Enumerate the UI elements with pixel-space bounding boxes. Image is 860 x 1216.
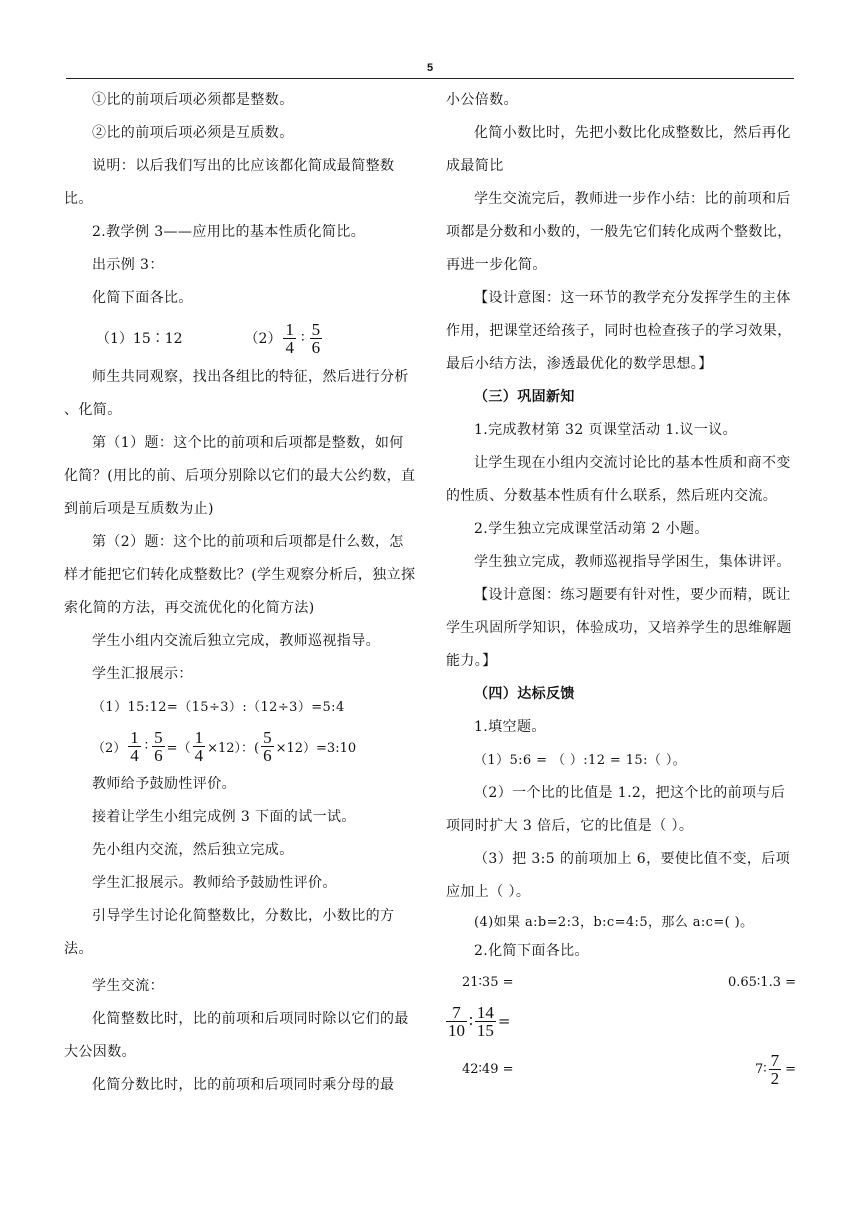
simplify-row-1	[446, 965, 796, 999]
paragraph: 1.完成教材第 32 页课堂活动 1.议一议。	[474, 422, 738, 438]
example-item-2-label: （2）	[244, 331, 282, 347]
question-4: (4)如果 a:b=2:3，b:c=4:5，那么 a:c=( )。	[474, 915, 754, 930]
paragraph: 学生交流：	[92, 978, 164, 994]
example-item-1: （1）15∶12	[96, 331, 183, 347]
paragraph: ②比的前项后项必须是互质数。	[92, 125, 294, 141]
paragraph: ①比的前项后项必须都是整数。	[92, 92, 294, 108]
solution-2	[64, 724, 418, 768]
simplify-item: 21∶35 =	[462, 974, 514, 990]
paragraph: 师生共同观察，找出各组比的特征，然后进行分析 、化简。	[64, 369, 409, 418]
fraction: $\frac{7}{10}$	[448, 1002, 465, 1040]
simplify-item: 42∶49 =	[462, 1061, 514, 1077]
page-number: 5	[426, 62, 434, 74]
section-heading: （四）达标反馈	[474, 686, 575, 702]
paragraph: 小公倍数。	[446, 92, 518, 108]
simplify-item: 0.65∶1.3 =	[727, 974, 796, 990]
paragraph: 化简分数比时，比的前项和后项同时乘分母的最	[92, 1077, 395, 1093]
fraction: $\frac{1}{4}$	[194, 727, 204, 765]
paragraph: 引导学生讨论化简整数比，分数比，小数比的方法。	[64, 908, 395, 957]
simplify-row-3	[446, 1043, 796, 1095]
paragraph: 学生汇报展示：	[92, 666, 193, 682]
times-twelve: ×12）：(	[207, 740, 260, 756]
paragraph: 学生汇报展示。教师给予鼓励性评价。	[92, 875, 337, 891]
fraction: $\frac{1}{4}$	[285, 319, 294, 357]
ratio-colon: ∶	[300, 330, 305, 346]
paragraph: 2.教学例 3——应用比的基本性质化简比。	[92, 224, 366, 240]
paragraph: 教师给予鼓励性评价。	[92, 776, 236, 792]
paragraph: 学生独立完成，教师巡视指导学困生，集体讲评。	[474, 554, 791, 570]
design-intent-note: 【设计意图：练习题要有针对性，要少而精，既让学生巩固所学知识，体验成功，又培养学生的思维解题能力。】	[446, 587, 792, 669]
fraction: $\frac{5}{6}$	[154, 727, 163, 765]
paragraph: 第（2）题：这个比的前项和后项都是什么数，怎样才能把它们转化成整数比？(学生观察分析后，独立探索化简的方法，再交流优化的化简方法)	[64, 534, 416, 616]
paragraph: 第（1）题：这个比的前项和后项都是整数，如何化简？(用比的前、后项分别除以它们的最大公约数，直到前后项是互质数为止)	[64, 435, 416, 517]
paragraph: 化简下面各比。	[92, 290, 193, 306]
design-intent-note: 【设计意图：这一环节的教学充分发挥学生的主体作用，把课堂还给孩子，同时也检查孩子的学习效果，最后小结方法，渗透最优化的数学思想。】	[446, 290, 792, 372]
equals-sign: =	[497, 1012, 511, 1030]
question-1: （1）5:6 = （ ）:12 = 15:（ ）。	[474, 753, 687, 768]
simplify-row-2	[446, 999, 796, 1043]
ratio-colon: ∶	[144, 738, 149, 754]
equals-paren: =（	[166, 740, 191, 756]
paragraph: 让学生现在小组内交流讨论比的基本性质和商不变的性质、分数基本性质有什么联系，然后班内交流。	[446, 455, 791, 504]
example-3-items	[64, 315, 418, 361]
times-twelve-result: ×12）=3:10	[275, 740, 357, 756]
solution-1: （1）15:12=（15÷3）:（12÷3）=5:4	[92, 700, 345, 715]
paragraph: 学生小组内交流后独立完成，教师巡视指导。	[92, 633, 380, 649]
paragraph: 化简小数比时，先把小数比化成整数比，然后再化成最简比	[446, 125, 791, 174]
paragraph: 化简整数比时，比的前项和后项同时除以它们的最大公因数。	[64, 1011, 409, 1060]
paragraph: 2.学生独立完成课堂活动第 2 小题。	[474, 521, 709, 537]
solution-2-label: （2）	[92, 740, 127, 756]
paragraph: 学生交流完后，教师进一步作小结：比的前项和后项都是分数和小数的，一般先它们转化成两个整数比，再进一步化简。	[446, 191, 792, 273]
simplify-item: 7∶ $\frac{7}{2}$ =	[754, 1050, 796, 1088]
fraction: $\frac{14}{15}$	[476, 1002, 494, 1040]
paragraph: 先小组内交流，然后独立完成。	[92, 842, 294, 858]
section-heading: （三）巩固新知	[474, 389, 575, 405]
fraction: $\frac{7}{2}$	[770, 1050, 780, 1088]
ratio-colon: ∶	[469, 1012, 473, 1030]
fraction: $\frac{5}{6}$	[311, 319, 321, 357]
right-column	[446, 84, 796, 1095]
paragraph: 说明：以后我们写出的比应该都化简成最简整数比。	[64, 158, 395, 207]
paragraph: 2.化简下面各比。	[474, 943, 589, 959]
header-rule	[66, 78, 794, 79]
paragraph: 出示例 3：	[92, 257, 164, 273]
question-2: （2）一个比的比值是 1.2，把这个比的前项与后项同时扩大 3 倍后，它的比值是（ ）。	[446, 785, 786, 834]
paragraph: 接着让学生小组完成例 3 下面的试一试。	[92, 809, 356, 825]
fraction: $\frac{1}{4}$	[130, 727, 139, 765]
paragraph: 1.填空题。	[474, 719, 546, 735]
question-3: （3）把 3:5 的前项加上 6，要使比值不变，后项应加上（ ）。	[446, 851, 791, 900]
fraction: $\frac{5}{6}$	[263, 727, 272, 765]
left-column	[64, 84, 418, 1102]
